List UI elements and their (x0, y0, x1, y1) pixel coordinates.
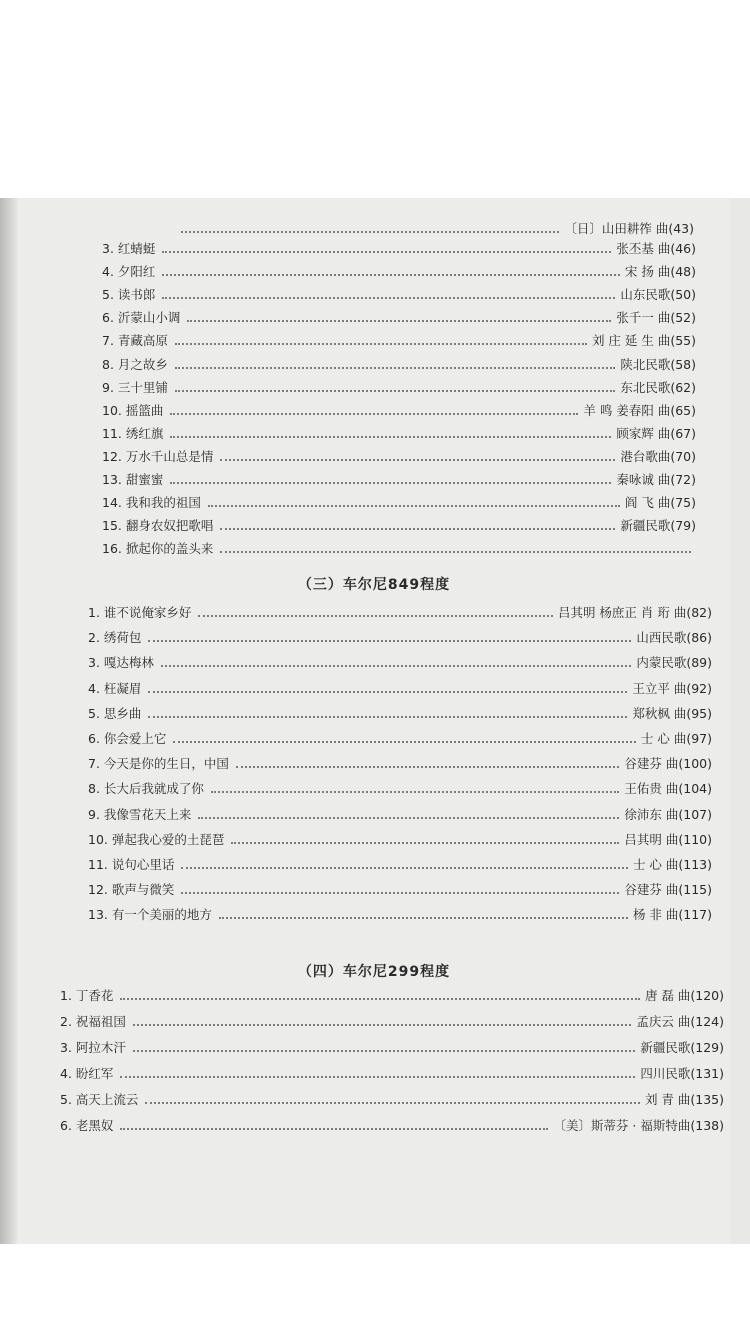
dot-leader (236, 766, 620, 768)
song-credit: 港台歌曲(70) (620, 448, 696, 464)
list-item (88, 800, 712, 822)
song-credit: 郑秋枫 曲(95) (632, 705, 712, 721)
song-credit: 四川民歌(131) (640, 1066, 724, 1081)
list-item (88, 598, 712, 620)
song-title: 5. 读书郎 (102, 287, 156, 303)
dot-leader (120, 998, 640, 1000)
song-title: 2. 绣荷包 (88, 630, 142, 646)
song-title: 1. 谁不说俺家乡好 (88, 605, 192, 620)
list-item (102, 511, 696, 533)
dot-leader (148, 691, 627, 693)
dot-leader (133, 1024, 632, 1026)
song-title: 5. 思乡曲 (88, 705, 142, 721)
list-item (102, 257, 696, 279)
dot-leader (175, 343, 587, 345)
list-item (88, 900, 712, 922)
list-item (60, 1085, 724, 1107)
song-credit: 士 心 曲(113) (632, 857, 712, 872)
list-item (60, 1111, 724, 1133)
list-item (102, 350, 696, 372)
song-title: 12. 歌声与微笑 (88, 882, 175, 898)
list-item (102, 373, 696, 395)
song-title: 16. 掀起你的盖头来 (102, 541, 214, 557)
song-title: 15. 翻身农奴把歌唱 (102, 518, 214, 534)
song-credit: 唐 磊 曲(120) (644, 988, 724, 1003)
dot-leader (148, 716, 627, 718)
dot-leader (162, 274, 619, 276)
dot-leader (181, 231, 559, 233)
dot-leader (161, 665, 631, 667)
list-item (102, 465, 696, 487)
song-title: 4. 夕阳红 (102, 264, 156, 280)
dot-leader (173, 741, 635, 743)
song-title: 6. 沂蒙山小调 (102, 310, 181, 326)
dot-leader (220, 459, 615, 461)
song-title: 9. 我像雪花天上来 (88, 806, 192, 822)
dot-leader (170, 482, 611, 484)
list-item (102, 534, 696, 556)
song-title: 6. 老黑奴 (60, 1118, 114, 1133)
song-title: 9. 三十里铺 (102, 379, 168, 395)
dot-leader (187, 320, 611, 322)
dot-leader (198, 817, 619, 819)
dot-leader (120, 1128, 548, 1130)
song-credit: 刘 庄 延 生 曲(55) (591, 333, 696, 349)
song-credit: 吕其明 杨庶正 肖 珩 曲(82) (557, 605, 712, 620)
dot-leader (148, 640, 631, 642)
song-credit: 张丕基 曲(46) (616, 241, 696, 256)
song-credit: 刘 青 曲(135) (644, 1092, 724, 1107)
list-item (88, 774, 712, 796)
song-credit: 杨 非 曲(117) (632, 907, 712, 923)
song-credit: 宋 扬 曲(48) (624, 264, 696, 280)
song-title: 4. 枉凝眉 (88, 680, 142, 696)
list-item (102, 442, 696, 464)
list-item (102, 326, 696, 348)
song-title: 8. 月之故乡 (102, 356, 168, 372)
song-title: 10. 摇篮曲 (102, 402, 164, 418)
song-title: 7. 青藏高原 (102, 333, 168, 349)
toc-page (18, 198, 730, 1244)
song-title: 8. 长大后我就成了你 (88, 781, 204, 797)
continued-entry (178, 214, 694, 236)
song-title: 12. 万水千山总是情 (102, 448, 214, 464)
song-title: 7. 今天是你的生日，中国 (88, 756, 229, 772)
list-item (88, 875, 712, 897)
dot-leader (162, 251, 611, 253)
song-title: 3. 阿拉木汗 (60, 1040, 126, 1055)
song-credit: 孟庆云 曲(124) (636, 1014, 724, 1029)
list-item (88, 850, 712, 872)
list-item (102, 396, 696, 418)
list-item (60, 1059, 724, 1081)
dot-leader (219, 917, 628, 919)
song-title: 13. 有一个美丽的地方 (88, 907, 212, 923)
dot-leader (208, 505, 620, 507)
dot-leader (231, 842, 619, 844)
list-item (88, 623, 712, 645)
song-title: 10. 弹起我心爱的土琵琶 (88, 831, 225, 847)
song-title: 3. 嘎达梅林 (88, 655, 154, 671)
song-credit: 王佑贵 曲(104) (624, 781, 712, 797)
song-credit: 阎 飞 曲(75) (624, 495, 696, 511)
dot-leader (175, 390, 615, 392)
song-credit: 新疆民歌(79) (620, 518, 696, 534)
list-item (60, 1033, 724, 1055)
list-item (88, 699, 712, 721)
song-credit: 士 心 曲(97) (640, 731, 712, 746)
list-item (102, 488, 696, 510)
song-credit: 吕其明 曲(110) (624, 831, 712, 847)
dot-leader (181, 867, 628, 869)
list-item (88, 648, 712, 670)
dot-leader (145, 1102, 640, 1104)
song-credit: 王立平 曲(92) (632, 680, 712, 696)
list-item (88, 674, 712, 696)
dot-leader (181, 892, 619, 894)
list-item (60, 981, 724, 1003)
song-title: 4. 盼红军 (60, 1066, 114, 1081)
list-item (88, 724, 712, 746)
song-title: 13. 甜蜜蜜 (102, 472, 164, 487)
list-item (102, 419, 696, 441)
dot-leader (198, 615, 553, 617)
dot-leader (220, 528, 615, 530)
dot-leader (133, 1050, 635, 1052)
dot-leader (170, 436, 611, 438)
song-title: 14. 我和我的祖国 (102, 495, 201, 511)
song-credit: 顾家辉 曲(67) (616, 425, 696, 441)
song-title: 3. 红蜻蜓 (102, 241, 156, 256)
song-credit: 谷建芬 曲(100) (624, 756, 712, 772)
song-credit: 秦咏诚 曲(72) (616, 472, 696, 487)
song-credit: 新疆民歌(129) (640, 1040, 724, 1055)
song-credit: 陕北民歌(58) (620, 356, 696, 372)
song-credit: 山东民歌(50) (620, 287, 696, 303)
song-credit: 内蒙民歌(89) (636, 655, 712, 671)
list-item (102, 303, 696, 325)
dot-leader (220, 551, 691, 553)
dot-leader (170, 413, 578, 415)
list-item (60, 1007, 724, 1029)
section-heading: （四）车尔尼299程度 (297, 964, 451, 980)
song-credit: 羊 鸣 姜春阳 曲(65) (583, 402, 696, 418)
dot-leader (211, 791, 620, 793)
dot-leader (175, 367, 615, 369)
dot-leader (120, 1076, 635, 1078)
song-credit: 东北民歌(62) (620, 379, 696, 395)
page-shadow (0, 198, 18, 1244)
song-title: 1. 丁香花 (60, 988, 114, 1003)
photographed-page (0, 198, 750, 1244)
dot-leader (162, 297, 615, 299)
list-item (102, 234, 696, 256)
song-credit: 张千一 曲(52) (616, 310, 696, 326)
song-credit: 山西民歌(86) (636, 630, 712, 646)
song-title: 6. 你会爱上它 (88, 731, 167, 746)
song-title: 11. 绣红旗 (102, 425, 164, 441)
list-item (102, 280, 696, 302)
list-item (88, 825, 712, 847)
song-credit: 〔日〕山田耕筰 曲(43) (564, 221, 694, 236)
song-credit: 谷建芬 曲(115) (624, 882, 712, 898)
list-item (88, 749, 712, 771)
song-title: 2. 祝福祖国 (60, 1014, 126, 1029)
song-credit: 徐沛东 曲(107) (624, 806, 712, 822)
song-title: 5. 高天上流云 (60, 1092, 139, 1107)
song-credit: 〔美〕斯蒂芬 · 福斯特曲(138) (553, 1118, 724, 1133)
section-heading: （三）车尔尼849程度 (297, 577, 451, 593)
song-title: 11. 说句心里话 (88, 857, 175, 872)
